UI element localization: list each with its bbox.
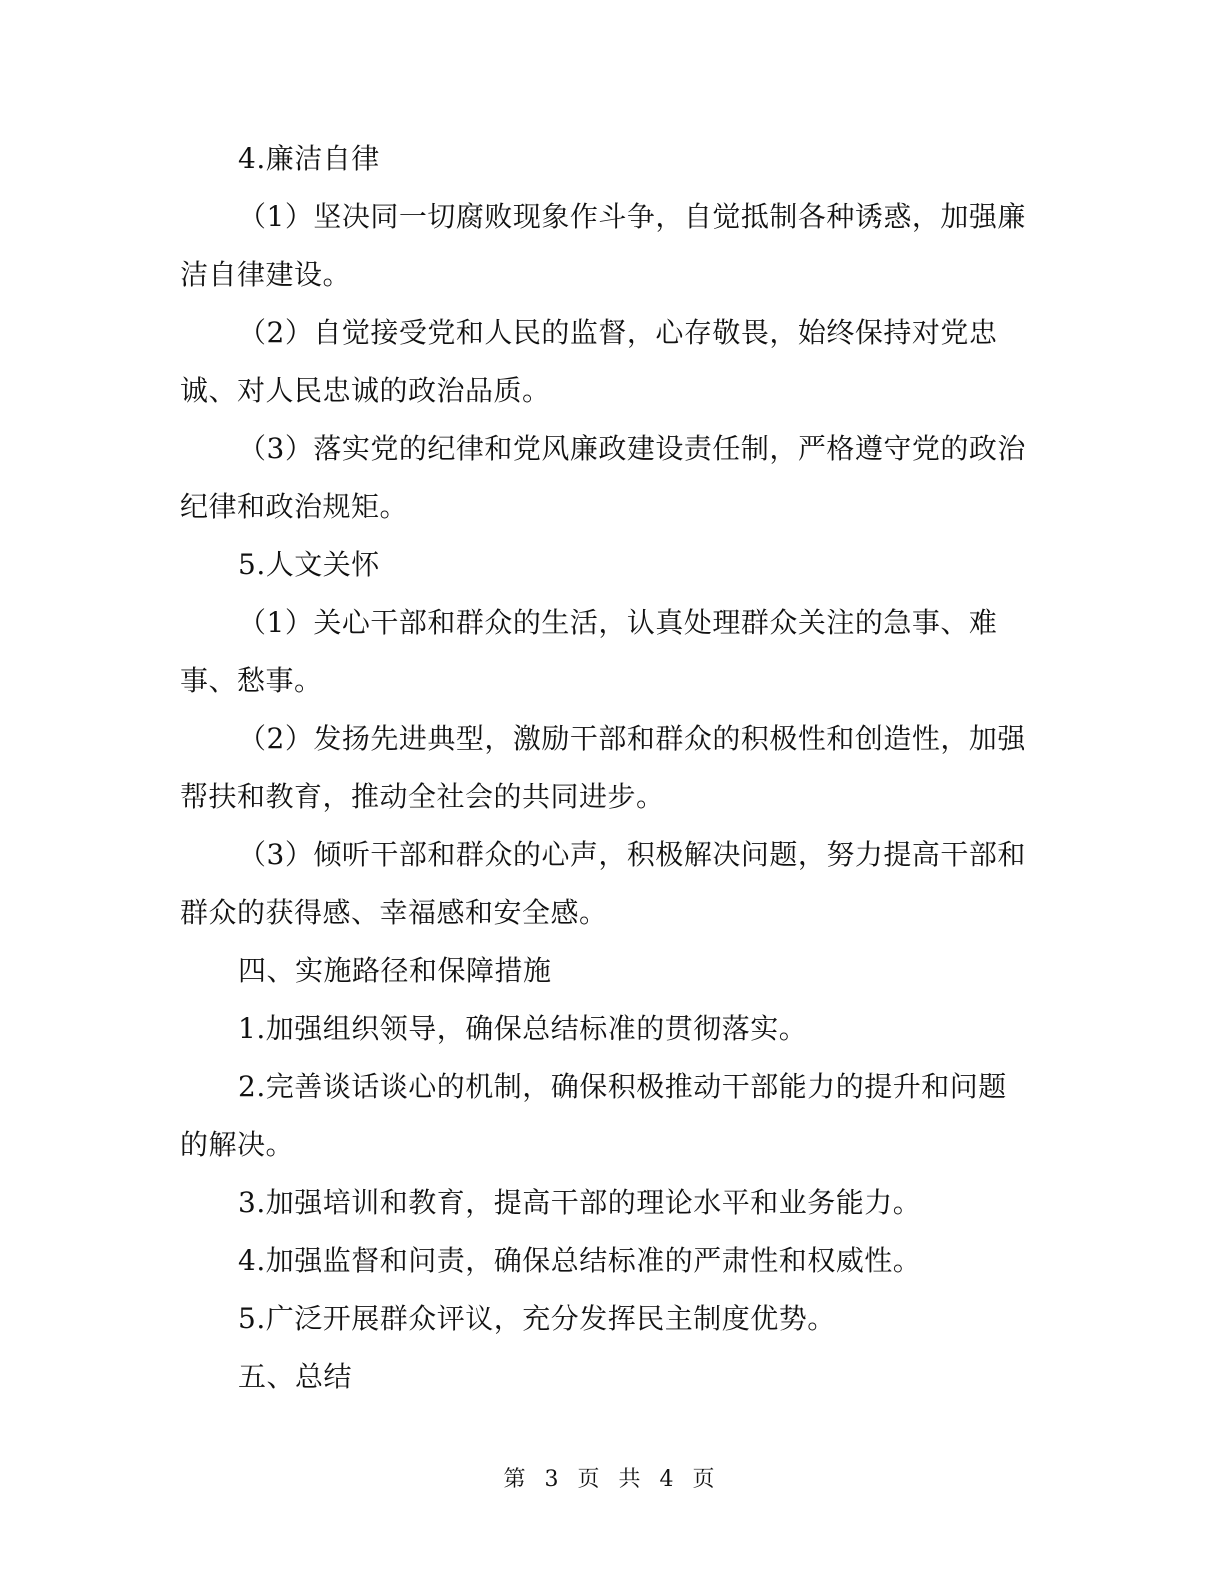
paragraph: （3）落实党的纪律和党风廉政建设责任制，严格遵守党的政治纪律和政治规矩。 xyxy=(180,432,1026,523)
section-heading-implementation: 四、实施路径和保障措施 xyxy=(238,954,552,987)
document-body xyxy=(180,130,1030,1406)
paragraph: （2）自觉接受党和人民的监督，心存敬畏，始终保持对党忠诚、对人民忠诚的政治品质。 xyxy=(180,316,998,407)
paragraph: 3.加强培训和教育，提高干部的理论水平和业务能力。 xyxy=(238,1186,922,1219)
heading-renwen-guanhuai: 5.人文关怀 xyxy=(238,548,380,581)
paragraph: （3）倾听干部和群众的心声，积极解决问题，努力提高干部和群众的获得感、幸福感和安全感。 xyxy=(180,838,1026,929)
page-number-footer: 第 3 页 共 4 页 xyxy=(503,1467,721,1492)
heading-lianjie-zilv: 4.廉洁自律 xyxy=(238,142,380,175)
section-heading-summary: 五、总结 xyxy=(238,1360,353,1393)
paragraph: 5.广泛开展群众评议，充分发挥民主制度优势。 xyxy=(238,1302,836,1335)
paragraph: 4.加强监督和问责，确保总结标准的严肃性和权威性。 xyxy=(238,1244,922,1277)
paragraph: （1）坚决同一切腐败现象作斗争，自觉抵制各种诱惑，加强廉洁自律建设。 xyxy=(180,200,1026,291)
paragraph: （2）发扬先进典型，激励干部和群众的积极性和创造性，加强帮扶和教育，推动全社会的共同进步。 xyxy=(180,722,1026,813)
paragraph: 1.加强组织领导，确保总结标准的贯彻落实。 xyxy=(238,1012,808,1045)
paragraph: （1）关心干部和群众的生活，认真处理群众关注的急事、难事、愁事。 xyxy=(180,606,998,697)
paragraph: 2.完善谈话谈心的机制，确保积极推动干部能力的提升和问题的解决。 xyxy=(180,1070,1007,1161)
